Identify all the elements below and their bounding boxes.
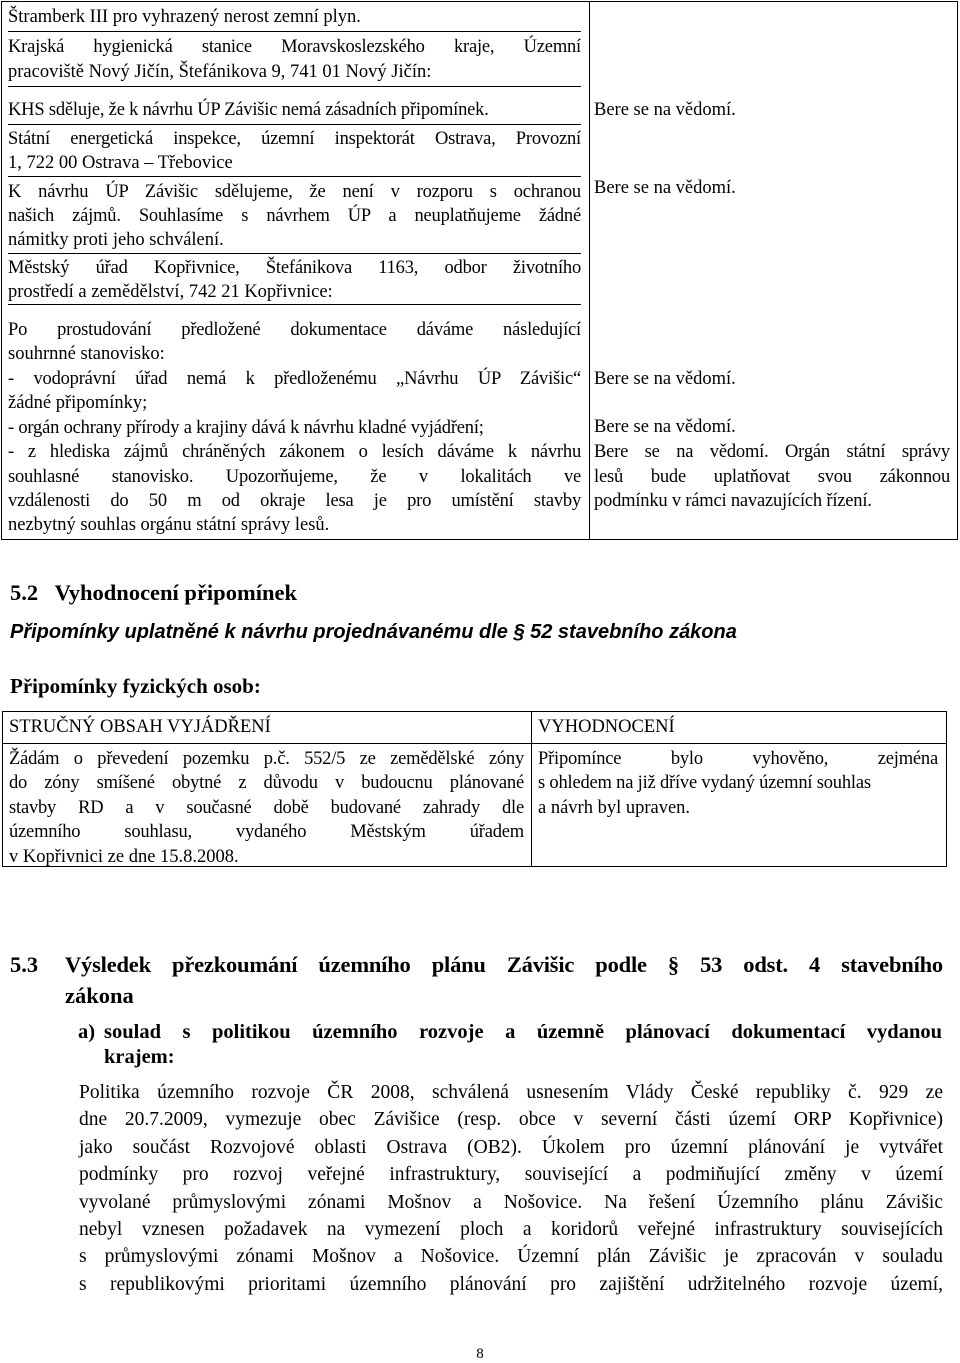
table-cell-line: do zóny smíšené obytné z důvodu v budoucnu plánované bbox=[9, 773, 524, 793]
column-divider bbox=[589, 2, 590, 539]
table-cell-line: a návrh byl upraven. bbox=[538, 798, 691, 818]
paragraph-line: s průmyslovými zónami Mošnov a Nošovice. Územní plán Závišic je zpracován v souladu bbox=[79, 1246, 943, 1268]
table-cell-line: územního souhlasu, vydaného Městským úřadem bbox=[9, 822, 524, 842]
table-line: 1, 722 00 Ostrava – Třebovice bbox=[8, 153, 233, 173]
paragraph-line: nebyl vznesen požadavek na vymezení ploch a koridorů veřejné infrastruktury souvisejících bbox=[79, 1219, 943, 1241]
evaluation-line: Bere se na vědomí. bbox=[594, 100, 736, 120]
table-line: souhlasné stanovisko. Upozorňujeme, že v lokalitách ve bbox=[8, 467, 581, 487]
row-divider bbox=[8, 31, 581, 32]
table-line: žádné připomínky; bbox=[8, 393, 148, 413]
row-divider bbox=[8, 86, 581, 87]
evaluation-line: Bere se na vědomí. Orgán státní správy bbox=[594, 442, 950, 462]
table-line: našich zájmů. Souhlasíme s návrhem ÚP a neuplatňujeme žádné bbox=[8, 206, 581, 226]
row-divider bbox=[8, 304, 581, 305]
section-number: 5.2 bbox=[10, 580, 39, 605]
paragraph-line: dne 20.7.2009, vymezuje obec Závišice (resp. obce v severní části území ORP Kopřivnice) bbox=[79, 1109, 943, 1131]
paragraph-line: Politika územního rozvoje ČR 2008, schválená usnesením Vlády České republiky č. 929 ze bbox=[79, 1082, 943, 1103]
paragraph-line: jako součást Rozvojové oblasti Ostrava (OB2). Úkolem pro územní plánování je vytvářet bbox=[79, 1136, 943, 1158]
table-cell-line: s ohledem na již dříve vydaný územní souhlas bbox=[538, 773, 871, 793]
table-line: K návrhu ÚP Závišic sdělujeme, že není v rozporu s ochranou bbox=[8, 182, 581, 202]
table-line: Krajská hygienická stanice Moravskoslezského kraje, Územní bbox=[8, 37, 581, 57]
table-line: vzdálenosti do 50 m od okraje lesa je pro umístění stavby bbox=[8, 491, 581, 511]
table-cell-line: stavby RD a v současné době budované zahrady dle bbox=[9, 798, 524, 818]
header-divider bbox=[3, 743, 946, 744]
table-line: nezbytný souhlas orgánu státní správy lesů. bbox=[8, 515, 330, 535]
section-heading-5-2 bbox=[10, 580, 297, 606]
table-line: Státní energetická inspekce, územní inspektorát Ostrava, Provozní bbox=[8, 129, 581, 149]
table-line: souhrnné stanovisko: bbox=[8, 344, 165, 364]
table-line: námitky proti jeho schválení. bbox=[8, 230, 224, 250]
section-title: Výsledek přezkoumání územního plánu Závišic podle § 53 odst. 4 stavebního bbox=[65, 952, 943, 977]
table-line: pracoviště Nový Jičín, Štefánikova 9, 741 01 Nový Jičín: bbox=[8, 62, 432, 82]
table-line: prostředí a zemědělství, 742 21 Kopřivnice: bbox=[8, 282, 333, 302]
table-line: Po prostudování předložené dokumentace dáváme následující bbox=[8, 320, 581, 340]
evaluation-line: lesů bude uplatňovat svou zákonnou bbox=[594, 467, 950, 487]
table-line: Štramberk III pro vyhrazený nerost zemní plyn. bbox=[8, 7, 361, 27]
item-title-continued: krajem: bbox=[104, 1046, 175, 1068]
group-heading: Připomínky fyzických osob: bbox=[10, 674, 261, 698]
item-title: soulad s politikou územního rozvoje a územně plánovací dokumentací vydanou bbox=[104, 1021, 942, 1043]
subheading: Připomínky uplatněné k návrhu projednávanému dle § 52 stavebního zákona bbox=[10, 621, 737, 643]
item-label: a) bbox=[78, 1021, 96, 1043]
table-header: STRUČNÝ OBSAH VYJÁDŘENÍ bbox=[9, 717, 271, 737]
evaluation-line: Bere se na vědomí. bbox=[594, 369, 736, 389]
row-divider bbox=[8, 124, 581, 125]
table-line: KHS sděluje, že k návrhu ÚP Závišic nemá zásadních připomínek. bbox=[8, 100, 489, 120]
paragraph-line: vyvolané průmyslovými zónami Mošnov a Nošovice. Na řešení Územního plánu Závišic bbox=[79, 1191, 943, 1213]
evaluation-line: podmínku v rámci navazujících řízení. bbox=[594, 491, 872, 511]
table-cell-line: v Kopřivnici ze dne 15.8.2008. bbox=[9, 847, 239, 867]
policy-paragraph bbox=[79, 1079, 943, 1298]
section-number: 5.3 bbox=[10, 952, 39, 977]
row-divider bbox=[8, 253, 581, 254]
table-line: Městský úřad Kopřivnice, Štefánikova 1163, odbor životního bbox=[8, 258, 581, 278]
evaluation-line: Bere se na vědomí. bbox=[594, 417, 736, 437]
table-line: - orgán ochrany přírody a krajiny dává k návrhu kladné vyjádření; bbox=[8, 418, 484, 438]
section-title: Vyhodnocení připomínek bbox=[54, 580, 297, 605]
page-number: 8 bbox=[476, 1346, 484, 1362]
table-header: VYHODNOCENÍ bbox=[538, 717, 675, 737]
paragraph-line: s republikovými prioritami územního plánování pro zajištění udržitelného rozvoje území, bbox=[79, 1273, 943, 1295]
evaluation-line: Bere se na vědomí. bbox=[594, 178, 736, 198]
table-cell-line: Připomínce bylo vyhověno, zejména bbox=[538, 749, 938, 769]
table-line: - vodoprávní úřad nemá k předloženému „Návrhu ÚP Závišic“ bbox=[8, 369, 581, 389]
row-divider bbox=[8, 176, 581, 177]
table-line: - z hlediska zájmů chráněných zákonem o lesích dáváme k návrhu bbox=[8, 442, 581, 462]
section-title-continued: zákona bbox=[65, 983, 134, 1008]
paragraph-line: podmínky pro rozvoj veřejné infrastruktury, související a podmiňující změny v území bbox=[79, 1164, 943, 1186]
table-cell-line: Žádám o převedení pozemku p.č. 552/5 ze zemědělské zóny bbox=[9, 749, 524, 769]
